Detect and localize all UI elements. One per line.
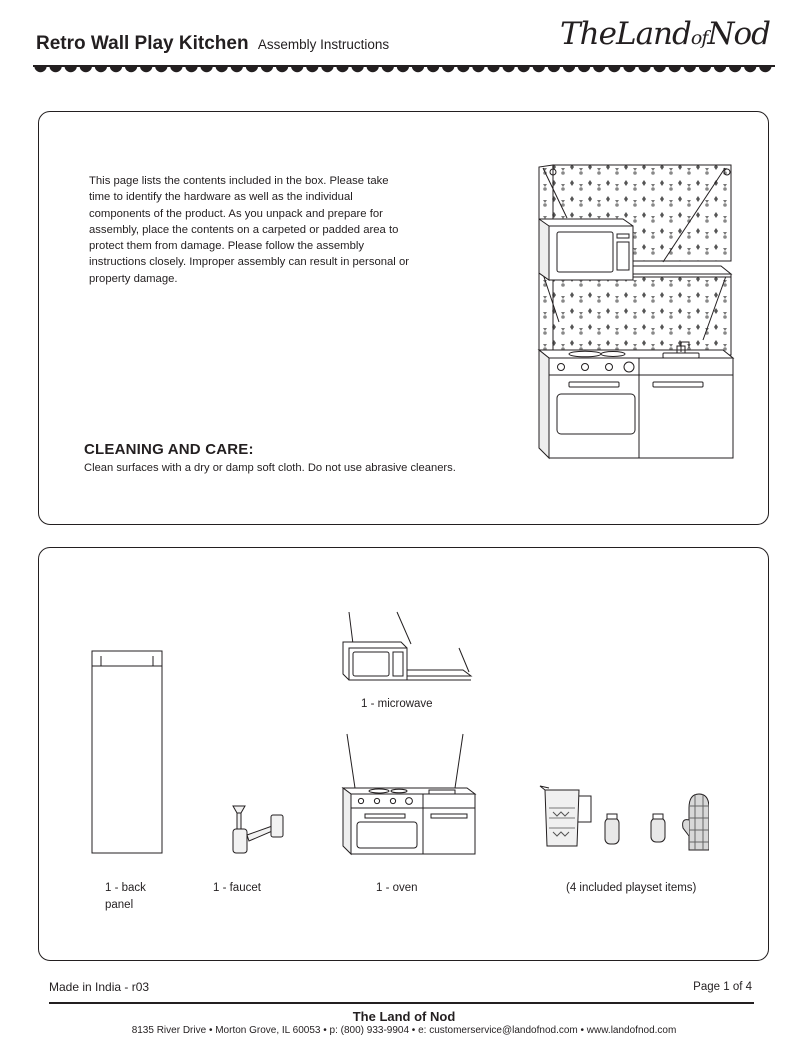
scallop [548,66,560,72]
scallop [442,66,454,72]
scallop [397,66,409,72]
scallop [502,66,514,72]
scallop [487,66,499,72]
footer-address: 8135 River Drive • Morton Grove, IL 60053 • p: (800) 933-9904 • e: customerservice@landofnod.com • www.landofnod.com [131,1025,677,1036]
scallop [608,66,620,72]
scallop [593,66,605,72]
back-panel-icon [91,650,163,854]
footer-company: The Land of Nod [352,1009,456,1024]
contents-intro-panel [38,111,769,525]
scallop [533,66,545,72]
made-in-label: Made in India - r03 [49,980,150,994]
scallop [669,66,681,72]
page-title [36,33,389,55]
pepper-shaker-icon [651,814,665,842]
scallop [623,66,635,72]
scallop [382,66,394,72]
scallop [684,66,696,72]
scallop [518,66,530,72]
scallop [170,66,182,72]
scallop [276,66,288,72]
scallop [653,66,665,72]
label-faucet: 1 - faucet [213,882,261,894]
page-subtitle: Assembly Instructions [257,37,390,52]
scallop [472,66,484,72]
salt-shaker-icon [605,814,619,844]
scallop [34,66,46,72]
scallop [291,66,303,72]
scallop [714,66,726,72]
footer-divider [49,1002,754,1004]
scallop [246,66,258,72]
scallop-border [33,66,775,80]
scallop [563,66,575,72]
scallop [49,66,61,72]
scallop [125,66,137,72]
label-microwave: 1 - microwave [361,698,433,710]
playset-items [539,784,709,856]
label-playset: (4 included playset items) [566,882,697,894]
cleaning-heading: CLEANING AND CARE: [84,441,254,458]
scallop [412,66,424,72]
scallop [95,66,107,72]
scallop [578,66,590,72]
product-title: Retro Wall Play Kitchen [36,33,249,54]
oven-icon [339,732,479,858]
scallop [457,66,469,72]
intro-paragraph: This page lists the contents included in the box. Please take time to identify the hardware as well as the individual components of the product. As you unpack and prepare for assembly, place the contents on a carpeted or padded area to protect them from damage. Please follow the assembly instructions closely. Improper assembly can result in personal or property damage. [89,175,410,285]
scallop [65,66,77,72]
brand-logo: TheLandofNod [559,16,770,52]
scallop [140,66,152,72]
oven-mitt-icon [683,794,709,850]
microwave-icon [339,610,479,684]
cleaning-text: Clean surfaces with a dry or damp soft cloth. Do not use abrasive cleaners. [84,462,456,474]
scallop [216,66,228,72]
scallop [321,66,333,72]
label-oven: 1 - oven [376,882,418,894]
scallop [185,66,197,72]
scallop [729,66,741,72]
scallop [80,66,92,72]
scallop [231,66,243,72]
kitchen-illustration [513,162,735,462]
scallop [110,66,122,72]
label-back-panel: 1 - back panel [105,882,146,911]
scallop [336,66,348,72]
scallop [759,66,771,72]
scallop [638,66,650,72]
scallop [351,66,363,72]
components-panel [38,547,769,961]
scallop [155,66,167,72]
scallop [699,66,711,72]
scallop [367,66,379,72]
scallop [427,66,439,72]
scallop [306,66,318,72]
scallop [200,66,212,72]
faucet-icon [229,803,289,855]
page-number: Page 1 of 4 [693,981,752,993]
scallop [261,66,273,72]
scallop [744,66,756,72]
pitcher-icon [540,786,591,846]
